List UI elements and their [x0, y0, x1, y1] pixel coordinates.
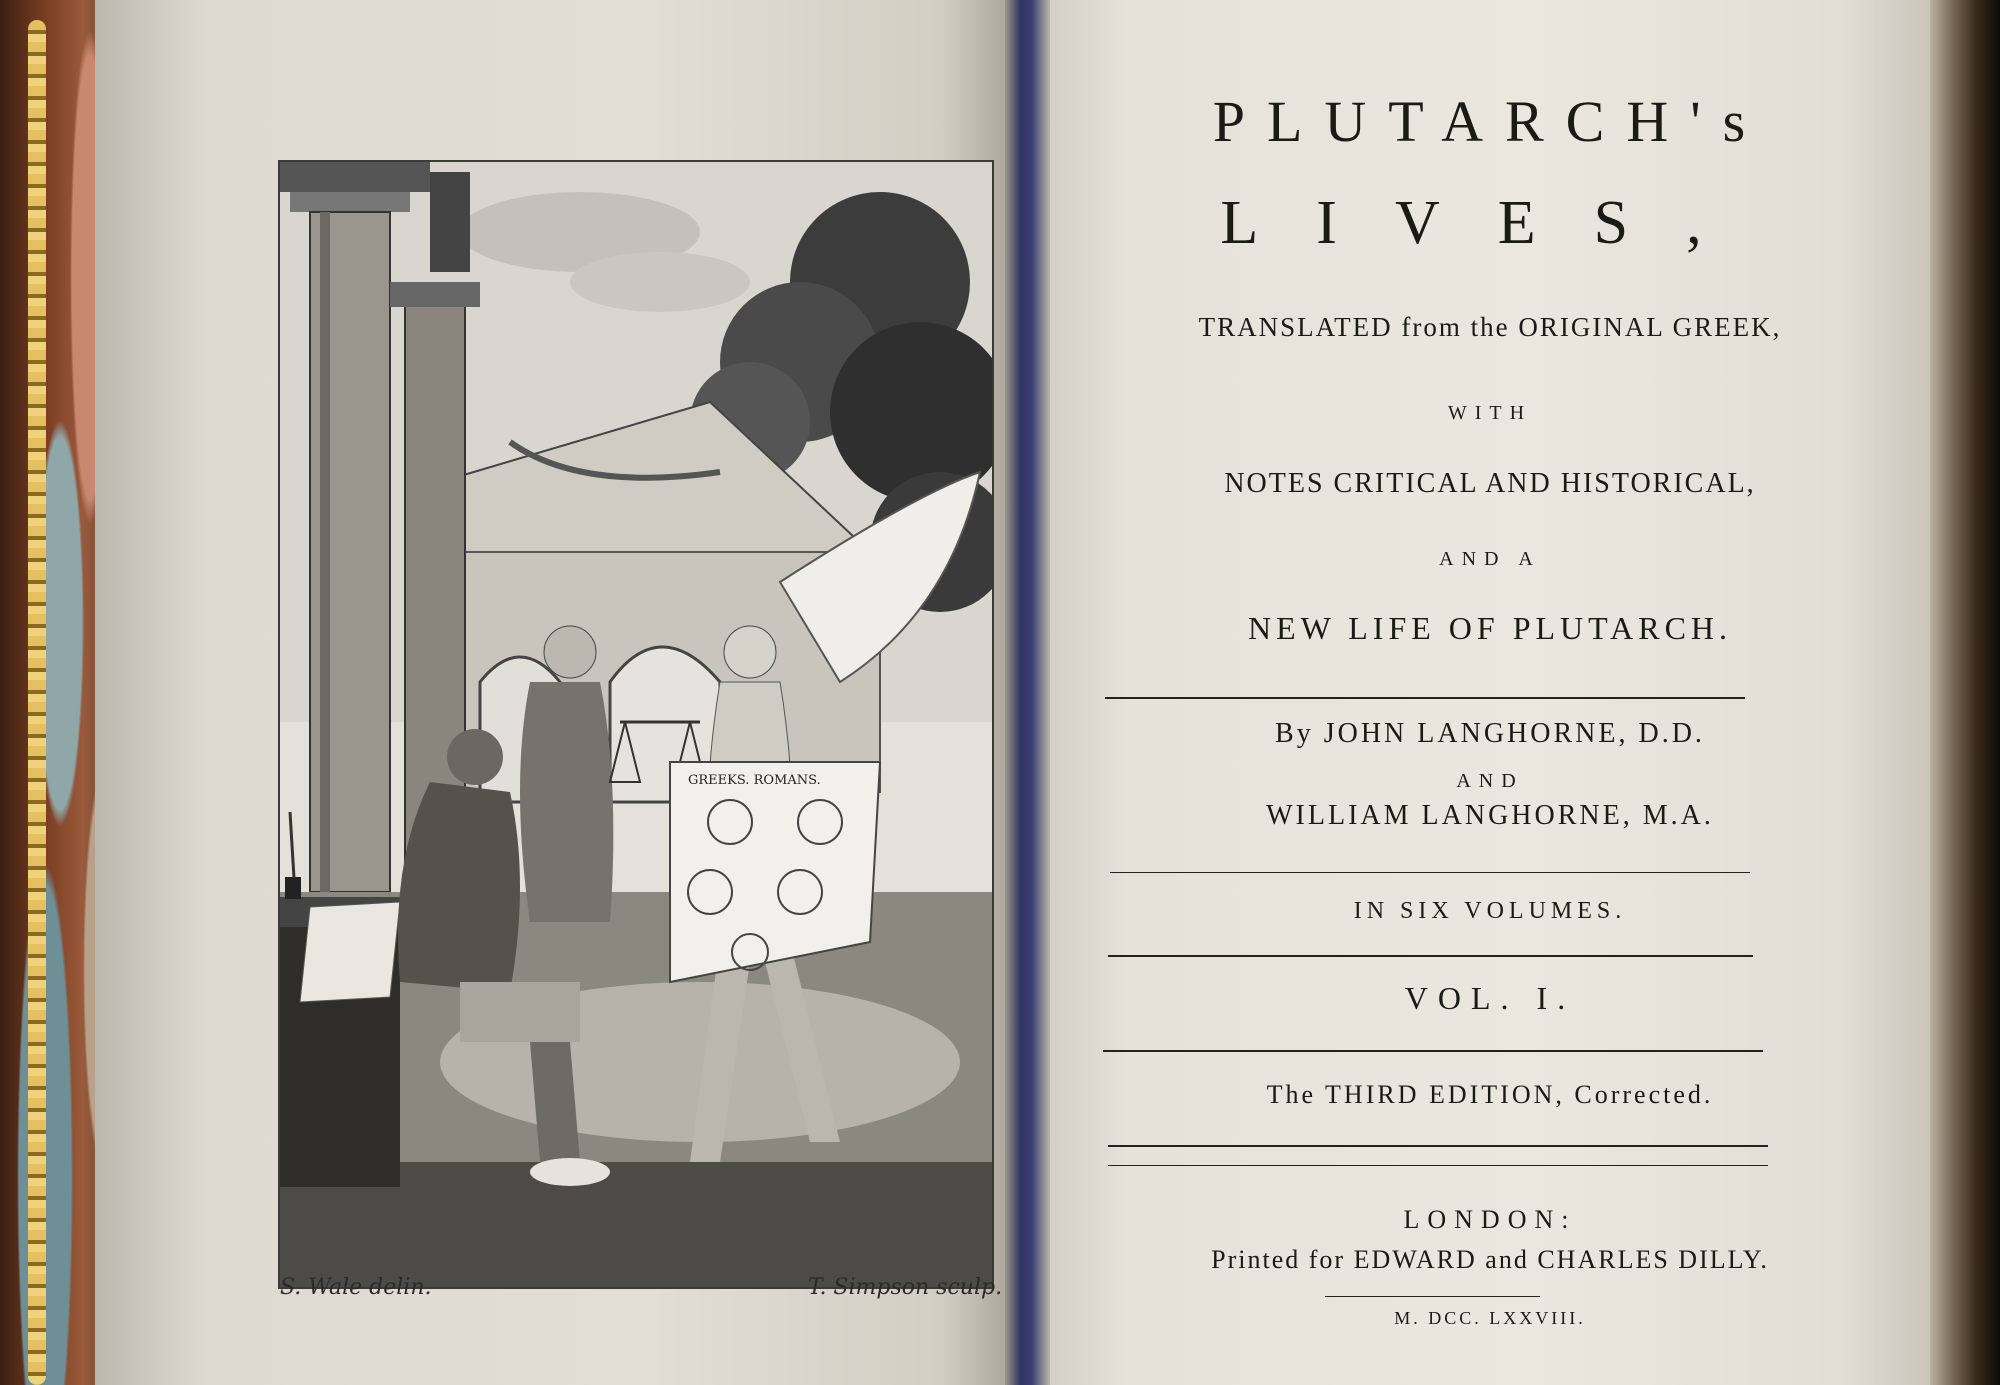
divider-rule [1105, 697, 1745, 699]
volume-number: VOL. I. [1404, 980, 1576, 1016]
author-john-langhorne: By JOHN LANGHORNE, D.D. [1275, 718, 1705, 749]
divider-rule [1108, 955, 1753, 957]
inkwell-icon [285, 877, 301, 899]
book-right-edge [1920, 0, 2000, 1385]
columns [280, 162, 480, 892]
notes-line: NOTES CRITICAL AND HISTORICAL, [1224, 468, 1756, 499]
and-a-line: AND A [1439, 548, 1541, 570]
edition-line: The THIRD EDITION, Corrected. [1266, 1080, 1714, 1109]
frontispiece-engraving [278, 160, 994, 1289]
imprint-date: M. DCC. LXXVIII. [1394, 1308, 1586, 1328]
gilt-border-decoration [28, 20, 46, 1385]
quill-icon [290, 812, 294, 878]
volumes-line: IN SIX VOLUMES. [1353, 898, 1627, 924]
author-william-langhorne: WILLIAM LANGHORNE, M.A. [1266, 800, 1714, 831]
engraving-credit-sculptor: T. Simpson sculp. [808, 1275, 1003, 1300]
book-gutter [1005, 0, 1050, 1385]
date-rule [1325, 1296, 1540, 1297]
new-life-line: NEW LIFE OF PLUTARCH. [1247, 610, 1733, 646]
engraving-credit-delineator: S. Wale delin. [280, 1275, 432, 1300]
divider-rule [1103, 1050, 1763, 1052]
and-line: AND [1456, 770, 1524, 792]
divider-rule [1110, 872, 1750, 873]
scroll-label: GREEKS. ROMANS. [688, 773, 821, 788]
with-line: WITH [1447, 402, 1533, 424]
imprint-printer: Printed for EDWARD and CHARLES DILLY. [1211, 1245, 1769, 1274]
divider-rule-double-bottom [1108, 1165, 1768, 1166]
engraving-illustration [280, 162, 992, 1287]
title-line-plutarchs: PLUTARCH's [1212, 89, 1768, 154]
imprint-london: LONDON: [1403, 1205, 1577, 1234]
divider-rule-double-top [1108, 1145, 1768, 1147]
translated-line: TRANSLATED from the ORIGINAL GREEK, [1198, 312, 1782, 342]
title-line-lives: LIVES, [1220, 189, 1760, 257]
